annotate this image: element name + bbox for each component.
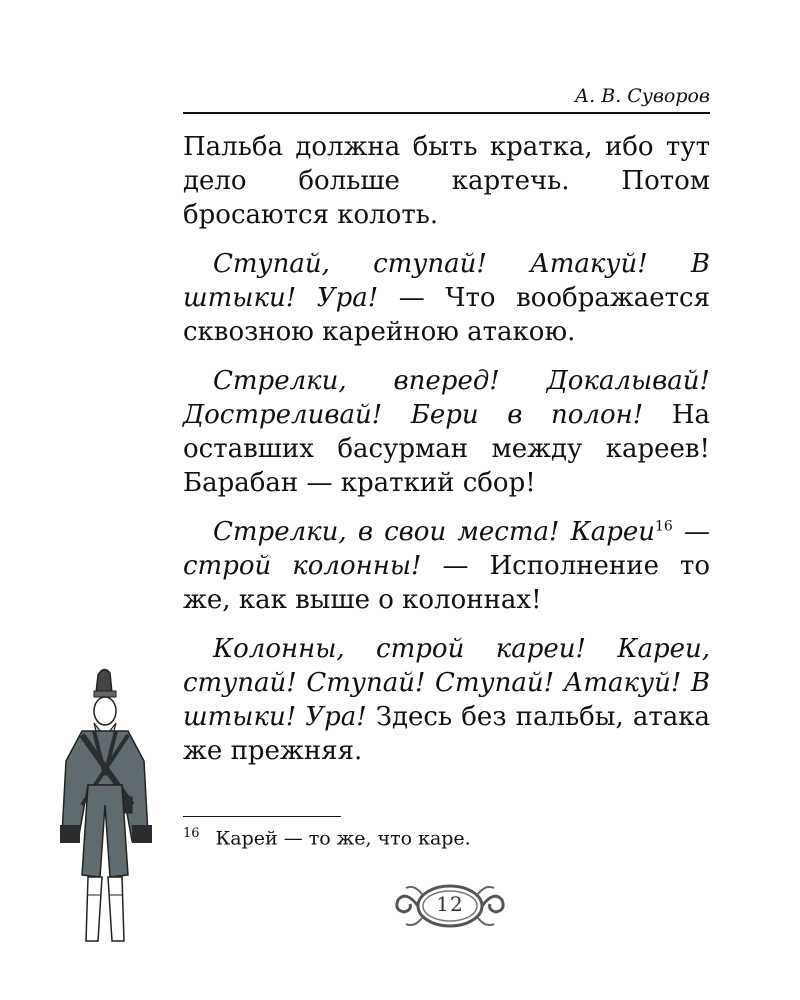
paragraph-4-text: — Исполнение то же, как выше о колоннах! bbox=[183, 551, 710, 615]
footnote-ref[interactable]: 16 bbox=[655, 518, 673, 535]
footnote bbox=[183, 822, 710, 850]
paragraph-1-text: Пальба должна быть кратка, ибо тут дело больше картечь. Потом бросаются колоть. bbox=[183, 132, 710, 230]
command-text: Ступай, ступай! Атакуй! В штыки! Ура! bbox=[183, 249, 710, 313]
command-text: Стрелки, в свои места! Кареи bbox=[213, 517, 656, 547]
paragraph-3-text: На оставших басурман между кареев! Барабан — краткий сбор! bbox=[183, 400, 710, 498]
header-rule bbox=[183, 112, 710, 114]
command-text: — строй колонны! bbox=[183, 517, 710, 581]
page-number-ornament bbox=[392, 880, 508, 932]
footnote-rule bbox=[183, 816, 341, 817]
footnote-text: Карей — то же, что каре. bbox=[215, 827, 471, 850]
command-text: Колонны, строй кареи! Кареи, ступай! Ступай! Ступай! Атакуй! В штыки! Ура! bbox=[183, 634, 710, 732]
paragraph-2 bbox=[183, 247, 710, 349]
command-text: Стрелки, вперед! Докалывай! Достреливай! Бери в полон! bbox=[183, 366, 710, 430]
paragraph-5-text: Здесь без пальбы, атака же прежняя. bbox=[183, 702, 711, 766]
paragraph-5 bbox=[183, 632, 710, 768]
paragraph-3 bbox=[183, 364, 710, 500]
running-title: А. В. Суворов bbox=[574, 85, 710, 107]
soldier-icon bbox=[52, 665, 172, 945]
paragraph-2-text: — Что воображается сквозною карейною атакою. bbox=[183, 283, 711, 347]
paragraph-1 bbox=[183, 130, 710, 232]
soldier-illustration bbox=[52, 665, 172, 945]
paragraph-4 bbox=[183, 515, 710, 617]
footnote-number: 16 bbox=[183, 826, 200, 841]
main-text bbox=[183, 130, 710, 783]
page-number: 12 bbox=[436, 892, 464, 916]
